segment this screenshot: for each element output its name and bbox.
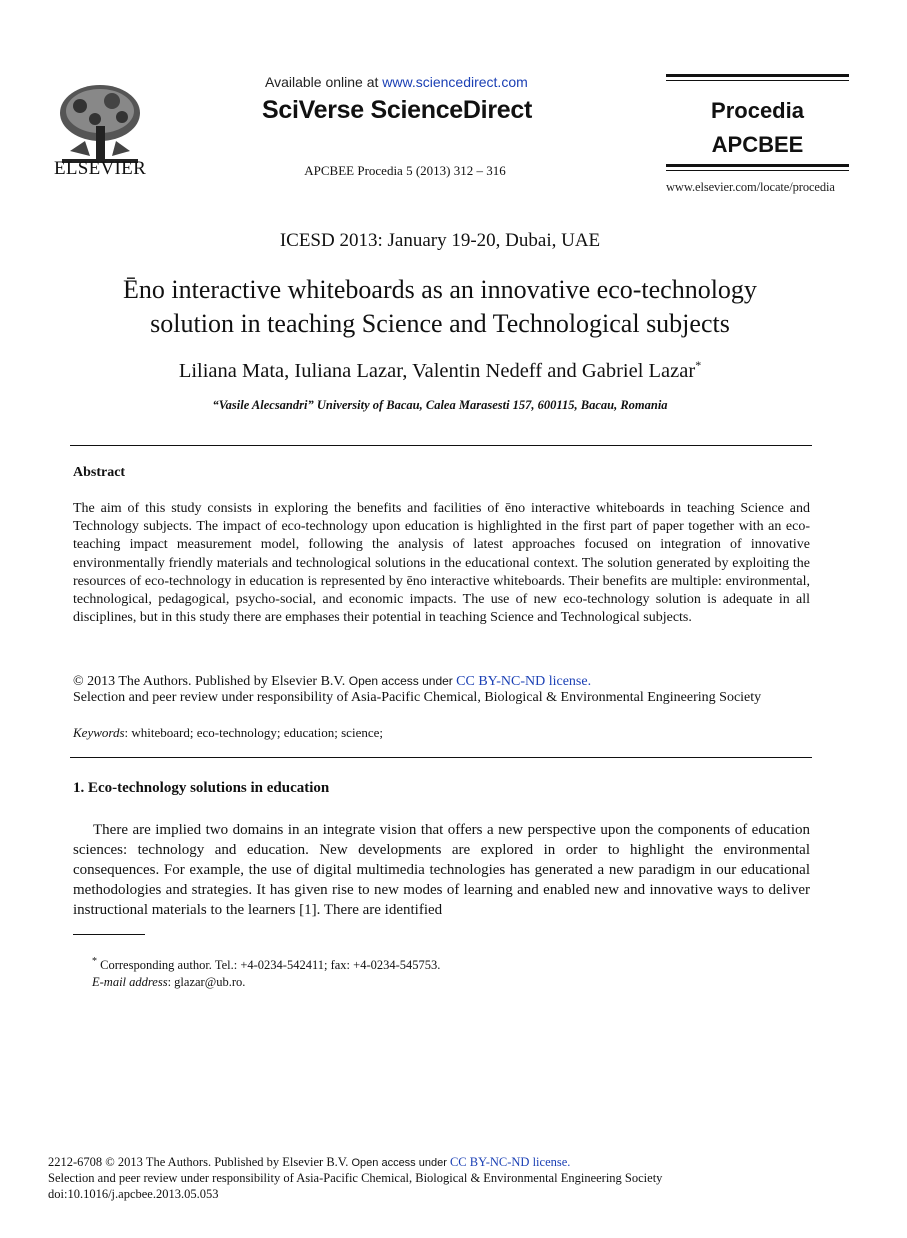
journal-name-line1: Procedia xyxy=(711,98,804,123)
journal-box-top-rule-thin xyxy=(666,80,849,81)
peer-review-statement: Selection and peer review under responsibility of Asia-Pacific Chemical, Biological & Environmental Engineering Society xyxy=(73,690,762,705)
journal-reference: APCBEE Procedia 5 (2013) 312 – 316 xyxy=(304,163,506,178)
keywords-values: : whiteboard; eco-technology; education; science; xyxy=(124,725,383,740)
author-names: Liliana Mata, Iuliana Lazar, Valentin Nedeff and Gabriel Lazar xyxy=(178,359,696,382)
bottom-open-access-text: Open access under xyxy=(351,1157,450,1169)
license-link[interactable]: CC BY-NC-ND license. xyxy=(456,674,592,689)
available-prefix: Available online at xyxy=(265,74,383,90)
email-footnote xyxy=(92,975,245,990)
author-list xyxy=(0,358,880,383)
journal-url[interactable]: www.elsevier.com/locate/procedia xyxy=(666,180,835,194)
publisher-wordmark: ELSEVIER xyxy=(53,158,147,179)
copyright-line xyxy=(73,674,591,690)
abstract-bottom-divider xyxy=(70,757,812,758)
corresponding-author-footnote xyxy=(92,956,440,973)
keywords-label: Keywords xyxy=(73,725,125,740)
journal-name-line2: APCBEE xyxy=(711,132,804,157)
journal-name-box xyxy=(666,94,849,162)
bottom-license-link[interactable]: CC BY-NC-ND license. xyxy=(449,1155,571,1169)
footnote-divider xyxy=(73,934,145,935)
paper-title-line2: solution in teaching Science and Technological subjects xyxy=(150,309,730,338)
footnote-mark: * xyxy=(92,956,97,967)
abstract-heading: Abstract xyxy=(73,465,126,480)
copyright-text: © 2013 The Authors. Published by Elsevier B.V. xyxy=(73,674,349,689)
journal-box-bottom-rule xyxy=(666,164,849,167)
email-value[interactable]: : glazar@ub.ro. xyxy=(167,975,246,989)
conference-line: ICESD 2013: January 19-20, Dubai, UAE xyxy=(279,230,601,251)
journal-box-top-rule xyxy=(666,74,849,77)
sciencedirect-link[interactable]: www.sciencedirect.com xyxy=(382,74,528,90)
open-access-text: Open access under xyxy=(348,674,457,688)
available-online-line xyxy=(265,74,528,90)
issn-line xyxy=(48,1155,570,1170)
paper-title-line1: Ēno interactive whiteboards as an innovative eco-technology xyxy=(123,275,757,304)
platform-logo-text: SciVerse ScienceDirect xyxy=(262,96,532,124)
corresponding-author-text: Corresponding author. Tel.: +4-0234-542411; fax: +4-0234-545753. xyxy=(97,958,441,973)
author-affiliation: “Vasile Alecsandri” University of Bacau, Calea Marasesti 157, 600115, Bacau, Romania xyxy=(212,398,668,412)
section-heading: 1. Eco-technology solutions in education xyxy=(73,780,330,796)
issn-text: 2212-6708 © 2013 The Authors. Published by Elsevier B.V. xyxy=(48,1155,352,1169)
doi-line[interactable]: doi:10.1016/j.apcbee.2013.05.053 xyxy=(48,1187,219,1201)
journal-box-bottom-rule-thin xyxy=(666,170,849,171)
bottom-peer-review-statement: Selection and peer review under responsibility of Asia-Pacific Chemical, Biological & Environmental Engineering Society xyxy=(48,1171,663,1185)
keywords-line xyxy=(73,725,383,741)
abstract-body: The aim of this study consists in exploring the benefits and facilities of ēno interactive whiteboards in teaching Science and Technology subjects. The impact of eco-technology upon education is highlighted in the first part of paper together with an eco-teaching impact measurement model, following the analysis of latest approaches focused on integration of innovative environmentally friendly materials and technological solutions in the educational context. The solution generated by exploiting the resources of eco-technology in education is represented by ēno interactive whiteboards. Their benefits are multiple: environmental, technological, pedagogical, psycho-social, and economic impacts. The use of new eco-technology solution is adequate in all disciplines, but in this study there are emphases their potential in teaching Science and Technological subjects. xyxy=(73,501,810,626)
section-body: There are implied two domains in an integrate vision that offers a new perspective upon the components of education sciences: technology and education. New developments are explored in order to highlight the environmental consequences. For example, the use of digital multimedia technologies has generated a new paradigm in our educational methodologies and strategies. It has given rise to new modes of learning and enabled new and innovative ways to deliver instructional materials to the learners [1]. There are identified xyxy=(73,822,810,918)
abstract-top-divider xyxy=(70,445,812,446)
corresponding-author-mark: * xyxy=(695,358,702,372)
paper-title xyxy=(60,273,820,341)
email-label: E-mail address xyxy=(92,975,168,989)
